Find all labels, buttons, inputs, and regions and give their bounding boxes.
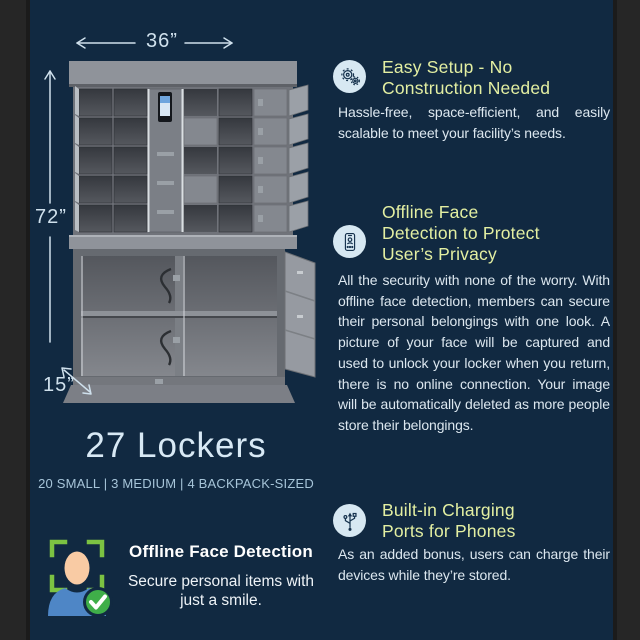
check-icon [85,589,112,616]
lockers-size-breakdown: 20 SMALL | 3 MEDIUM | 4 BACKPACK-SIZED [38,476,314,491]
dimension-depth-label: 15” [43,374,75,396]
face-feature-body: Secure personal items with just a smile. [127,573,315,609]
feature-title: Easy Setup - No Construction Needed [382,57,551,98]
dimension-width-label: 36” [146,30,178,52]
right-frame-edge [613,0,617,640]
face-detection-block [38,538,318,623]
feature-body: All the security with none of the worry. With offline face detection, members can secure their personal belongings with one look. A picture of your face will be captured and used to unlock your locker when you return, there is no online connection. Your image will be automatically deleted as more people store their belongings. [338,272,610,433]
face-detection-icon [38,538,116,623]
mid-counter [69,235,297,249]
feature-title: Built-in Charging Ports for Phones [382,500,516,541]
kiosk-phone-screen [158,92,172,122]
usb-icon [333,504,366,537]
lower-cabinet [63,249,315,403]
feature-body: As an added bonus, users can charge their devices while they’re stored. [338,546,610,583]
dimension-height-label: 72” [35,206,67,228]
face-scan-phone-icon [333,225,366,258]
gears-icon [333,60,366,93]
upper-cabinet [69,61,308,235]
feature-body: Hassle-free, space-efficient, and easily scalable to meet your facility’s needs. [338,104,610,141]
lockers-count-title: 27 Lockers [85,426,267,465]
open-door [285,252,315,377]
feature-title: Offline Face Detection to Protect User’s Privacy [382,202,540,264]
face-feature-title: Offline Face Detection [129,542,313,561]
